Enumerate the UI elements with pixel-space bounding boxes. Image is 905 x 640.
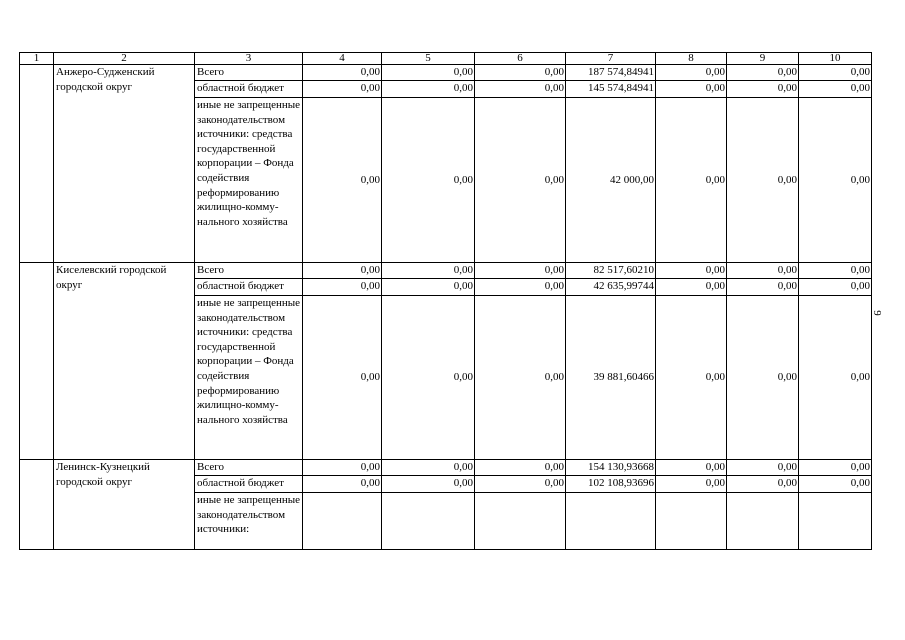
value-cell: 0,00 bbox=[727, 98, 799, 263]
source-cell: областной бюджет bbox=[195, 476, 303, 493]
value-cell bbox=[799, 493, 872, 550]
value-cell: 0,00 bbox=[382, 476, 475, 493]
header-cell: 3 bbox=[195, 53, 303, 65]
value-cell: 102 108,93696 bbox=[566, 476, 656, 493]
source-cell: областной бюджет bbox=[195, 279, 303, 296]
value-cell: 0,00 bbox=[303, 98, 382, 263]
blank-cell bbox=[20, 65, 54, 263]
value-cell: 0,00 bbox=[799, 65, 872, 81]
value-cell: 0,00 bbox=[475, 296, 566, 460]
value-cell: 0,00 bbox=[799, 296, 872, 460]
value-cell: 42 000,00 bbox=[566, 98, 656, 263]
source-cell: Всего bbox=[195, 460, 303, 476]
value-cell: 0,00 bbox=[382, 296, 475, 460]
header-row bbox=[20, 53, 872, 65]
value-cell: 0,00 bbox=[727, 81, 799, 98]
value-cell: 0,00 bbox=[382, 98, 475, 263]
source-cell: иные не запрещенные законодательством источники: средства государственной корпорации – Фонда содействия реформированию жилищно-комму-нального хозяйства bbox=[195, 98, 303, 263]
value-cell: 0,00 bbox=[475, 81, 566, 98]
value-cell: 0,00 bbox=[475, 98, 566, 263]
source-cell: областной бюджет bbox=[195, 81, 303, 98]
value-cell: 0,00 bbox=[656, 476, 727, 493]
value-cell bbox=[656, 493, 727, 550]
value-cell bbox=[475, 493, 566, 550]
value-cell: 0,00 bbox=[727, 65, 799, 81]
value-cell: 0,00 bbox=[656, 279, 727, 296]
value-cell: 0,00 bbox=[475, 279, 566, 296]
page-number: 9 bbox=[870, 310, 883, 316]
value-cell: 0,00 bbox=[303, 65, 382, 81]
value-cell bbox=[727, 493, 799, 550]
header-cell: 10 bbox=[799, 53, 872, 65]
source-cell: иные не запрещенные законодательством источники: средства государственной корпорации – Фонда содействия реформированию жилищно-комму-нального хозяйства bbox=[195, 296, 303, 460]
value-cell: 0,00 bbox=[382, 65, 475, 81]
value-cell: 82 517,60210 bbox=[566, 263, 656, 279]
municipality-name: Анжеро-Судженский городской округ bbox=[54, 65, 195, 263]
value-cell: 0,00 bbox=[656, 65, 727, 81]
header-cell: 7 bbox=[566, 53, 656, 65]
municipality-name: Ленинск-Кузнецкий городской округ bbox=[54, 460, 195, 550]
value-cell: 0,00 bbox=[382, 263, 475, 279]
blank-cell bbox=[20, 460, 54, 550]
value-cell bbox=[303, 493, 382, 550]
value-cell: 0,00 bbox=[727, 460, 799, 476]
header-cell: 6 bbox=[475, 53, 566, 65]
value-cell: 0,00 bbox=[382, 81, 475, 98]
value-cell: 0,00 bbox=[382, 460, 475, 476]
value-cell: 0,00 bbox=[799, 81, 872, 98]
header-cell: 5 bbox=[382, 53, 475, 65]
value-cell: 0,00 bbox=[656, 460, 727, 476]
value-cell: 0,00 bbox=[799, 98, 872, 263]
value-cell: 0,00 bbox=[656, 98, 727, 263]
value-cell: 0,00 bbox=[303, 460, 382, 476]
value-cell: 145 574,84941 bbox=[566, 81, 656, 98]
value-cell: 0,00 bbox=[799, 263, 872, 279]
value-cell: 0,00 bbox=[303, 296, 382, 460]
header-cell: 2 bbox=[54, 53, 195, 65]
value-cell: 0,00 bbox=[303, 279, 382, 296]
value-cell: 0,00 bbox=[656, 263, 727, 279]
value-cell bbox=[382, 493, 475, 550]
header-cell: 4 bbox=[303, 53, 382, 65]
header-cell: 9 bbox=[727, 53, 799, 65]
value-cell: 0,00 bbox=[475, 460, 566, 476]
table-row bbox=[20, 65, 872, 81]
value-cell: 0,00 bbox=[727, 263, 799, 279]
header-cell: 8 bbox=[656, 53, 727, 65]
value-cell: 0,00 bbox=[303, 476, 382, 493]
value-cell: 0,00 bbox=[727, 476, 799, 493]
table-row bbox=[20, 263, 872, 279]
value-cell: 154 130,93668 bbox=[566, 460, 656, 476]
value-cell: 0,00 bbox=[382, 279, 475, 296]
value-cell: 42 635,99744 bbox=[566, 279, 656, 296]
value-cell: 0,00 bbox=[799, 279, 872, 296]
value-cell: 39 881,60466 bbox=[566, 296, 656, 460]
source-cell: иные не запрещенные законодательством источники: bbox=[195, 493, 303, 550]
table-row bbox=[20, 460, 872, 476]
value-cell bbox=[566, 493, 656, 550]
value-cell: 0,00 bbox=[656, 81, 727, 98]
blank-cell bbox=[20, 263, 54, 460]
source-cell: Всего bbox=[195, 263, 303, 279]
value-cell: 0,00 bbox=[475, 65, 566, 81]
value-cell: 0,00 bbox=[799, 476, 872, 493]
header-cell: 1 bbox=[20, 53, 54, 65]
value-cell: 0,00 bbox=[475, 476, 566, 493]
value-cell: 0,00 bbox=[727, 296, 799, 460]
value-cell: 0,00 bbox=[799, 460, 872, 476]
municipality-name: Киселевский городской округ bbox=[54, 263, 195, 460]
value-cell: 187 574,84941 bbox=[566, 65, 656, 81]
value-cell: 0,00 bbox=[656, 296, 727, 460]
budget-table bbox=[19, 52, 872, 550]
value-cell: 0,00 bbox=[303, 263, 382, 279]
value-cell: 0,00 bbox=[303, 81, 382, 98]
value-cell: 0,00 bbox=[727, 279, 799, 296]
value-cell: 0,00 bbox=[475, 263, 566, 279]
source-cell: Всего bbox=[195, 65, 303, 81]
